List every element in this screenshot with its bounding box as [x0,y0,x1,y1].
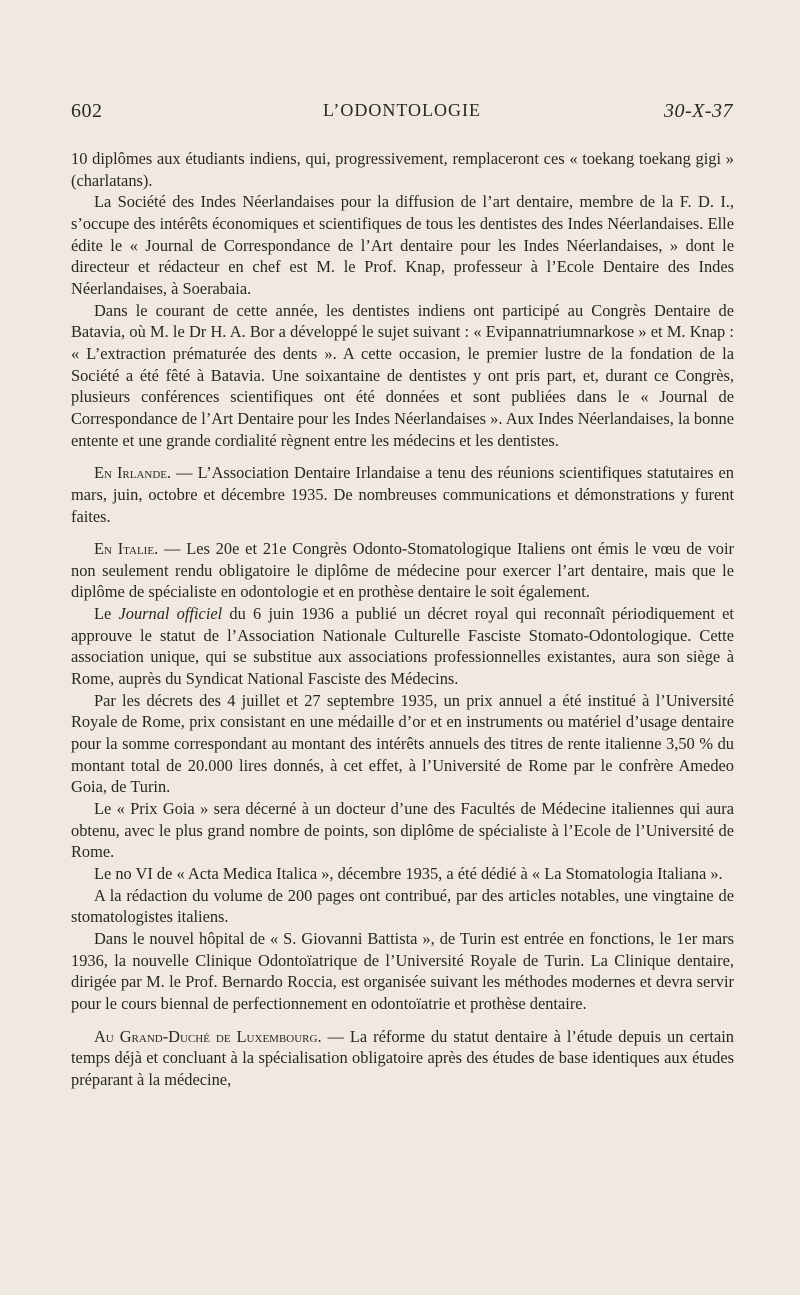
paragraph-societe-indes: La Société des Indes Néerlandaises pour la diffusion de l’art dentaire, membre de la F. D. I., s’occupe des intérêts économiques et scientifiques de tous les dentistes des Indes Néerlandaises. Elle édite le « Journal de Correspondance de l’Art dentaire pour les Indes Néerlandaises, » dont le directeur et rédacteur en chef est M. le Prof. Knap, professeur à l’Ecole Dentaire des Indes Néerlandaises, à Soerabaia. [71,192,734,298]
paragraph-journal-officiel [71,603,734,690]
section-italie [71,538,734,603]
paragraph-hopital-turin: Dans le nouvel hôpital de « S. Giovanni Battista », de Turin est entrée en fonctions, le 1er mars 1936, la nouvelle Clinique Odontoïatrique de l’Université Royale de Turin. La Clinique dentaire, dirigée par M. le Prof. Bernardo Roccia, est organisée suivant les méthodes modernes et devra servir pour le cours biennal de perfectionnement en odontoïatrie et prothèse dentaire. [71,928,734,1013]
paragraph-congres-batavia: Dans le courant de cette année, les dentistes indiens ont participé au Congrès Dentaire de Batavia, où M. le Dr H. A. Bor a développé le sujet suivant : « Evipannatriumnarkose » et M. Knap : « L’extraction prématurée des dents ». A cette occasion, le premier lustre de la fondation de la Société a été fêté à Batavia. Une soixantaine de dentistes y ont pris part, et, durant ce Congrès, plusieurs conférences scientifiques ont été données et sont publiées dans le « Journal de Correspondance de l’Art Dentaire pour les Indes Néerlandaises ». Aux Indes Néerlandaises, la bonne entente et une grande cordialité règnent entre les médecins et les dentistes. [71,300,734,450]
paragraph-decrets: Par les décrets des 4 juillet et 27 septembre 1935, un prix annuel a été institué à l’Université Royale de Rome, prix consistant en une médaille d’or et en instruments ou matériel d’usage dentaire pour la somme correspondant au montant des intérêts annuels des titres de rente italienne 3,50 % du montant total de 20.000 lires donnés, à cet effet, à l’Université de Rome par le confrère Amedeo Goia, de Turin. [71,690,734,797]
issue-date: 30-X-37 [663,100,733,122]
body-text [71,148,734,1091]
text-run: du 6 juin 1936 a publié un décret royal qui reconnaît périodiquement et approuve le statut de l’Association Nationale Culturelle Fasciste Stomato-Odontologique. Cette association unique, qui se substitue aux associations professionnelles existantes, aura son siège à Rome, auprès du Syndicat National Fasciste des Médecins. [71,604,734,689]
section-text-luxembourg: — La réforme du statut dentaire à l’étude depuis un certain temps déjà et concluant à la spécialisation obligatoire après des études de base identiques aux études préparant à la médecine, [71,1026,735,1089]
paragraph-acta-medica: Le no VI de « Acta Medica Italica », décembre 1935, a été dédié à « La Stomatologia Italiana ». [93,864,723,883]
section-luxembourg [71,1026,734,1091]
text-run: Le [93,604,119,624]
running-header [71,100,733,130]
running-title: L’ODONTOLOGIE [323,100,481,120]
section-heading-irlande: En Irlande. [93,463,172,483]
paragraph-prix-goia: Le « Prix Goia » sera décerné à un docteur d’une des Facultés de Médecine italiennes qui aura obtenu, avec le plus grand nombre de points, son diplôme de spécialiste à l’Ecole de l’Université de Rome. [71,799,734,862]
page-number: 602 [71,100,103,122]
section-irlande [71,462,734,527]
paragraph-indian-diplomas: 10 diplômes aux étudiants indiens, qui, progressivement, remplaceront ces « toekang toekang gigi » (charlatans). [71,149,734,190]
section-heading-italie: En Italie. [93,539,159,559]
section-text-italie: — Les 20e et 21e Congrès Odonto-Stomatologique Italiens ont émis le vœu de voir non seulement rendu obligatoire le diplôme de médecine pour exercer l’art dentaire, mais que le diplôme de spécialiste en odontologie et en prothèse dentaire le soit également. [71,539,734,602]
italic-journal-officiel: Journal officiel [118,604,223,624]
section-text-irlande: — L’Association Dentaire Irlandaise a tenu des réunions scientifiques statutaires en mars, juin, octobre et décembre 1935. De nombreuses communications et démonstrations y furent faites. [71,463,734,526]
section-heading-luxembourg: Au Grand-Duché de Luxembourg. [93,1026,322,1046]
paragraph-redaction: A la rédaction du volume de 200 pages ont contribué, par des articles notables, une vingtaine de stomatologistes italiens. [71,885,734,927]
